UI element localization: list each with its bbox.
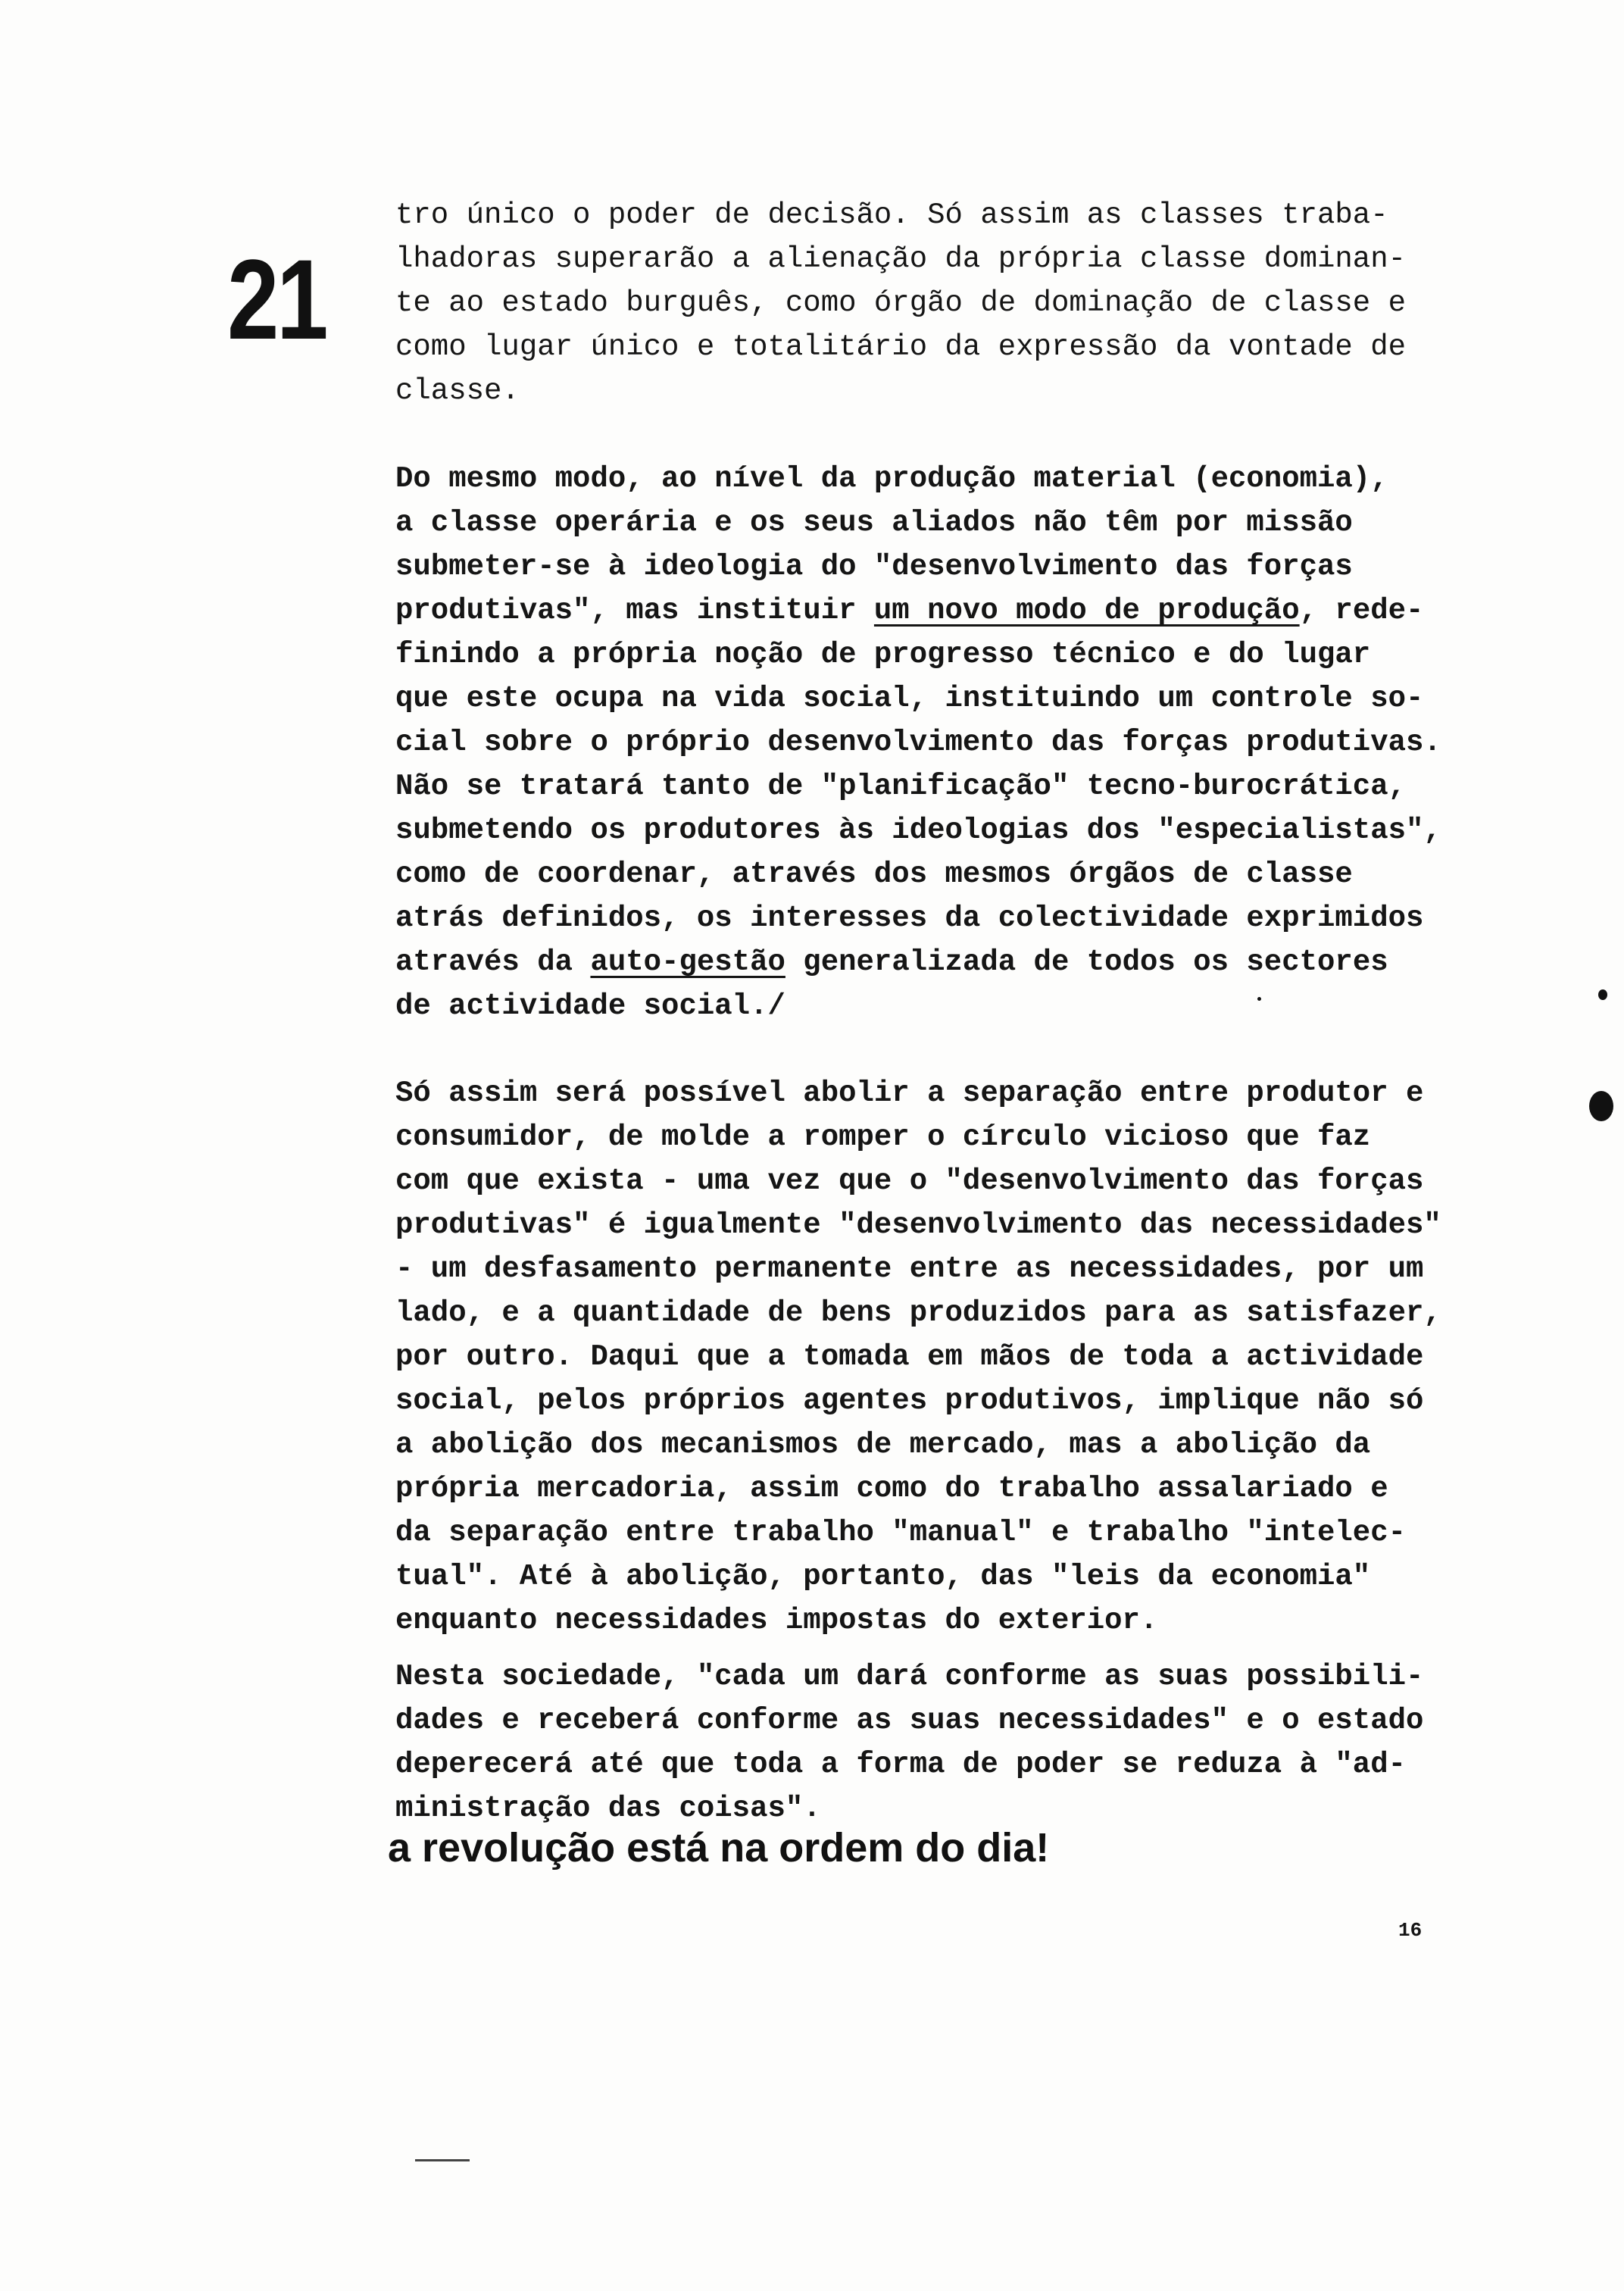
ink-speck [1257,997,1261,1001]
underlined-phrase: auto-gestão [590,945,785,979]
text-line: te ao estado burguês, como órgão de dominação de classe e [395,286,1407,320]
text-line: submeter-se à ideologia do "desenvolvimento das forças [395,550,1353,583]
paragraph-1 [395,193,1441,413]
text-line: da separação entre trabalho "manual" e trabalho "intelec- [395,1516,1407,1549]
text-line: consumidor, de molde a romper o círculo vicioso que faz [395,1120,1371,1154]
text-segment: produtivas", mas instituir [395,594,874,627]
text-line: Nesta sociedade, "cada um dará conforme as suas possibili- [395,1660,1424,1693]
text-line: a classe operária e os seus aliados não têm por missão [395,506,1353,539]
ink-speck [1598,989,1607,1000]
page-number: 16 [1398,1919,1423,1942]
text-line: cial sobre o próprio desenvolvimento das forças produtivas. [395,726,1441,759]
text-line: Não se tratará tanto de "planificação" tecno-burocrática, [395,770,1407,803]
text-line: social, pelos próprios agentes produtivos, implique não só [395,1384,1424,1417]
text-segment: generalizada de todos os sectores [785,945,1388,979]
text-line: a abolição dos mecanismos de mercado, mas a abolição da [395,1428,1371,1461]
text-line: própria mercadoria, assim como do trabalho assalariado e [395,1472,1388,1505]
text-line: enquanto necessidades impostas do exterior. [395,1604,1158,1637]
paragraph-2 [395,457,1441,1028]
ink-blot [1589,1091,1613,1121]
text-line: produtivas" é igualmente "desenvolvimento das necessidades" [395,1208,1441,1242]
underlined-phrase: um novo modo de produção [873,594,1300,627]
text-line: atrás definidos, os interesses da colectividade exprimidos [395,902,1424,935]
text-line: finindo a própria noção de progresso técnico e do lugar [395,638,1371,671]
paragraph-4 [395,1655,1441,1830]
text-line: deperecerá até que toda a forma de poder se reduza à "ad- [395,1748,1407,1781]
text-segment: , rede- [1299,594,1424,627]
text-line: dades e receberá conforme as suas necessidades" e o estado [395,1704,1424,1737]
text-line: tro único o poder de decisão. Só assim as classes traba- [395,198,1388,232]
text-line: de actividade social./ [395,989,785,1023]
text-line: Só assim será possível abolir a separação entre produtor e [395,1077,1424,1110]
text-line: - um desfasamento permanente entre as necessidades, por um [395,1252,1424,1286]
text-line: como lugar único e totalitário da expressão da vontade de [395,330,1407,364]
text-line: que este ocupa na vida social, instituindo um controle so- [395,682,1424,715]
text-line: lado, e a quantidade de bens produzidos para as satisfazer, [395,1296,1441,1330]
text-line: submetendo os produtores às ideologias dos "especialistas", [395,814,1441,847]
text-line: por outro. Daqui que a tomada em mãos de toda a actividade [395,1340,1424,1374]
text-line: como de coordenar, através dos mesmos órgãos de classe [395,858,1353,891]
text-line: tual". Até à abolição, portanto, das "leis da economia" [395,1560,1371,1593]
text-line [395,589,1441,633]
text-segment: através da [395,945,591,979]
text-line: com que exista - uma vez que o "desenvolvimento das forças [395,1164,1424,1198]
text-line: lhadoras superarão a alienação da própria classe dominan- [395,242,1407,276]
closing-slogan: a revolução está na ordem do dia! [388,1825,1050,1871]
text-line: classe. [395,374,520,408]
text-line: Do mesmo modo, ao nível da produção material (economia), [395,462,1388,495]
text-line: ministração das coisas". [395,1792,821,1825]
section-number: 21 [227,236,326,363]
stray-mark [415,2159,470,2161]
text-line [395,940,1441,984]
paragraph-3 [395,1071,1441,1642]
